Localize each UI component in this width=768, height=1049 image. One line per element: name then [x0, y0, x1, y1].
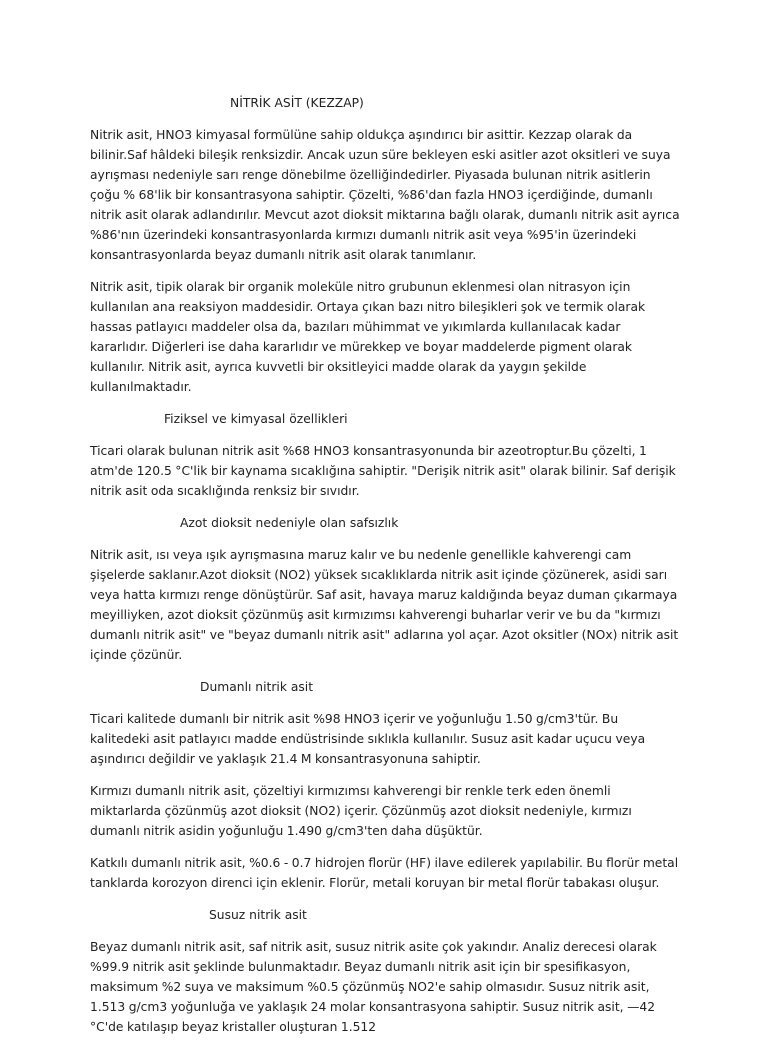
section-heading-anhydrous-nitric-acid: Susuz nitrik asit: [209, 908, 307, 922]
paragraph-nitrogen-dioxide: Nitrik asit, ısı veya ışık ayrışmasına maruz kalır ve bu nedenle genellikle kahverengi cam şişelerde saklanır.Azot dioksit (NO2) yüksek sıcaklıklarda nitrik asit içinde çözünerek, asidi sarı veya hatta kırmızı renge dönüştürür. Saf asit, havaya maruz kaldığında beyaz duman çıkarmaya meyilliyken, azot dioksit çözünmüş asit kırmızımsı kahverengi buharlar verir ve bu da "kırmızı dumanlı nitrik asit" ve "beyaz dumanlı nitrik asit" adlarına yol açar. Azot oksitler (NOx) nitrik asit içinde çözünür.: [90, 548, 679, 662]
paragraph-anhydrous: Beyaz dumanlı nitrik asit, saf nitrik asit, susuz nitrik asite çok yakındır. Analiz derecesi olarak %99.9 nitrik asit şeklinde bulunmaktadır. Beyaz dumanlı nitrik asit için bir spesifikasyon, maksimum %2 suya ve maksimum %0.5 çözünmüş NO2'e sahip olmasıdır. Susuz nitrik asit, 1.513 g/cm3 yoğunluğa ve yaklaşık 24 molar konsantrasyona sahiptir. Susuz nitrik asit, —42 °C'de katılaşıp beyaz kristaller oluşturan 1.512: [90, 940, 657, 1034]
paragraph-fuming-3: Katkılı dumanlı nitrik asit, %0.6 - 0.7 hidrojen florür (HF) ilave edilerek yapılabilir. Bu florür metal tanklarda korozyon direnci için eklenir. Florür, metali koruyan bir metal florür tabakası oluşur.: [90, 856, 679, 890]
paragraph-physical-chemical: Ticari olarak bulunan nitrik asit %68 HNO3 konsantrasyonunda bir azeotroptur.Bu çözelti, 1 atm'de 120.5 °C'lik bir kaynama sıcaklığına sahiptir. "Derişik nitrik asit" olarak bilinir. Saf derişik nitrik asit oda sıcaklığında renksiz bir sıvıdır.: [90, 444, 676, 498]
document-body: [90, 93, 680, 1049]
paragraph-fuming-1: Ticari kalitede dumanlı bir nitrik asit %98 HNO3 içerir ve yoğunluğu 1.50 g/cm3'tür. Bu kalitedeki asit patlayıcı madde endüstrisinde sıklıkla kullanılır. Susuz asit kadar uçucu veya aşındırıcı değildir ve yaklaşık 21.4 M konsantrasyonuna sahiptir.: [90, 712, 646, 766]
paragraph-fuming-2: Kırmızı dumanlı nitrik asit, çözeltiyi kırmızımsı kahverengi bir renkle terk eden önemli miktarlarda çözünmüş azot dioksit (NO2) içerir. Çözünmüş azot dioksit nedeniyle, kırmızı dumanlı nitrik asidin yoğunluğu 1.490 g/cm3'ten daha düşüktür.: [90, 784, 632, 838]
paragraph-intro-1: Nitrik asit, HNO3 kimyasal formülüne sahip oldukça aşındırıcı bir asittir. Kezzap olarak da bilinir.Saf hâldeki bileşik renksizdir. Ancak uzun süre bekleyen eski asitler azot oksitleri ve suya ayrışması nedeniyle sarı renge dönebilme özelliğindedirler. Piyasada bulunan nitrik asitlerin çoğu % 68'lik bir konsantrasyona sahiptir. Çözelti, %86'dan fazla HNO3 içerdiğinde, dumanlı nitrik asit olarak adlandırılır. Mevcut azot dioksit miktarına bağlı olarak, dumanlı nitrik asit ayrıca %86'nın üzerindeki konsantrasyonlarda kırmızı dumanlı nitrik asit veya %95'in üzerindeki konsantrasyonlarda beyaz dumanlı nitrik asit olarak tanımlanır.: [90, 128, 680, 262]
document-title: NİTRİK ASİT (KEZZAP): [230, 96, 364, 110]
paragraph-intro-2: Nitrik asit, tipik olarak bir organik moleküle nitro grubunun eklenmesi olan nitrasyon için kullanılan ana reaksiyon maddesidir. Ortaya çıkan bazı nitro bileşikleri şok ve termik olarak hassas patlayıcı maddeler olsa da, bazıları mühimmat ve yıkımlarda kullanılacak kadar kararlıdır. Diğerleri ise daha kararlıdır ve mürekkep ve boyar maddelerde pigment olarak kullanılır. Nitrik asit, ayrıca kuvvetli bir oksitleyici madde olarak da yaygın şekilde kullanılmaktadır.: [90, 280, 646, 394]
section-heading-physical-chemical: Fiziksel ve kimyasal özellikleri: [164, 412, 348, 426]
section-heading-nitrogen-dioxide: Azot dioksit nedeniyle olan safsızlık: [180, 516, 399, 530]
section-heading-fuming-nitric-acid: Dumanlı nitrik asit: [200, 680, 314, 694]
